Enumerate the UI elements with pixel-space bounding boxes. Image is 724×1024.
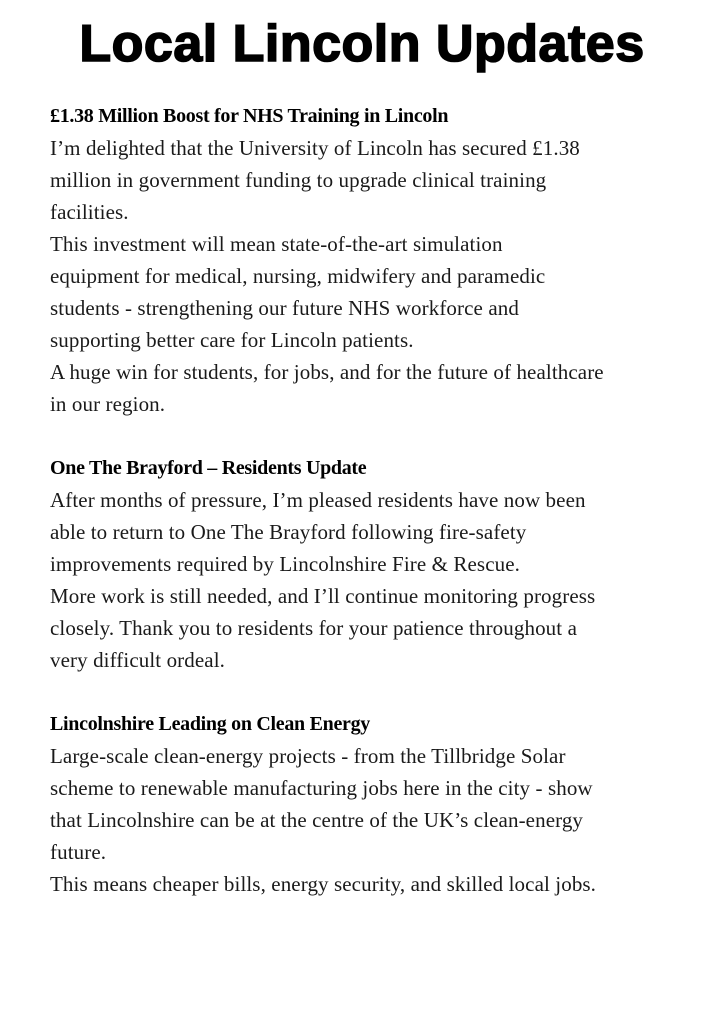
updates-content [50,100,700,932]
body-line: million in government funding to upgrade clinical training [50,168,547,192]
body-line: in our region. [50,392,166,416]
body-line: Large-scale clean-energy projects - from the Tillbridge Solar [50,744,566,768]
body-line: I’m delighted that the University of Lincoln has secured £1.38 [50,136,580,160]
body-line: very difficult ordeal. [50,648,225,672]
section-one-the-brayford [50,452,700,676]
body-line: students - strengthening our future NHS workforce and [50,296,519,320]
section-clean-energy [50,708,700,900]
body-line: A huge win for students, for jobs, and for the future of healthcare [50,360,604,384]
body-line: future. [50,840,107,864]
section-body [50,132,700,420]
body-line: supporting better care for Lincoln patients. [50,328,414,352]
body-line: able to return to One The Brayford following fire-safety [50,520,527,544]
page-title: Local Lincoln Updates [79,15,645,73]
section-body [50,740,700,900]
body-line: After months of pressure, I’m pleased residents have now been [50,488,586,512]
section-heading: One The Brayford – Residents Update [50,457,367,479]
body-line: More work is still needed, and I’ll continue monitoring progress [50,584,596,608]
body-line: facilities. [50,200,129,224]
body-line: This means cheaper bills, energy security, and skilled local jobs. [50,872,597,896]
body-line: equipment for medical, nursing, midwifery and paramedic [50,264,546,288]
section-heading: Lincolnshire Leading on Clean Energy [50,713,370,735]
body-line: This investment will mean state-of-the-art simulation [50,232,503,256]
section-heading: £1.38 Million Boost for NHS Training in Lincoln [50,105,449,127]
body-line: that Lincolnshire can be at the centre of the UK’s clean-energy [50,808,584,832]
section-body [50,484,700,676]
section-nhs-training [50,100,700,420]
body-line: closely. Thank you to residents for your patience throughout a [50,616,577,640]
body-line: improvements required by Lincolnshire Fire & Rescue. [50,552,520,576]
body-line: scheme to renewable manufacturing jobs here in the city - show [50,776,593,800]
